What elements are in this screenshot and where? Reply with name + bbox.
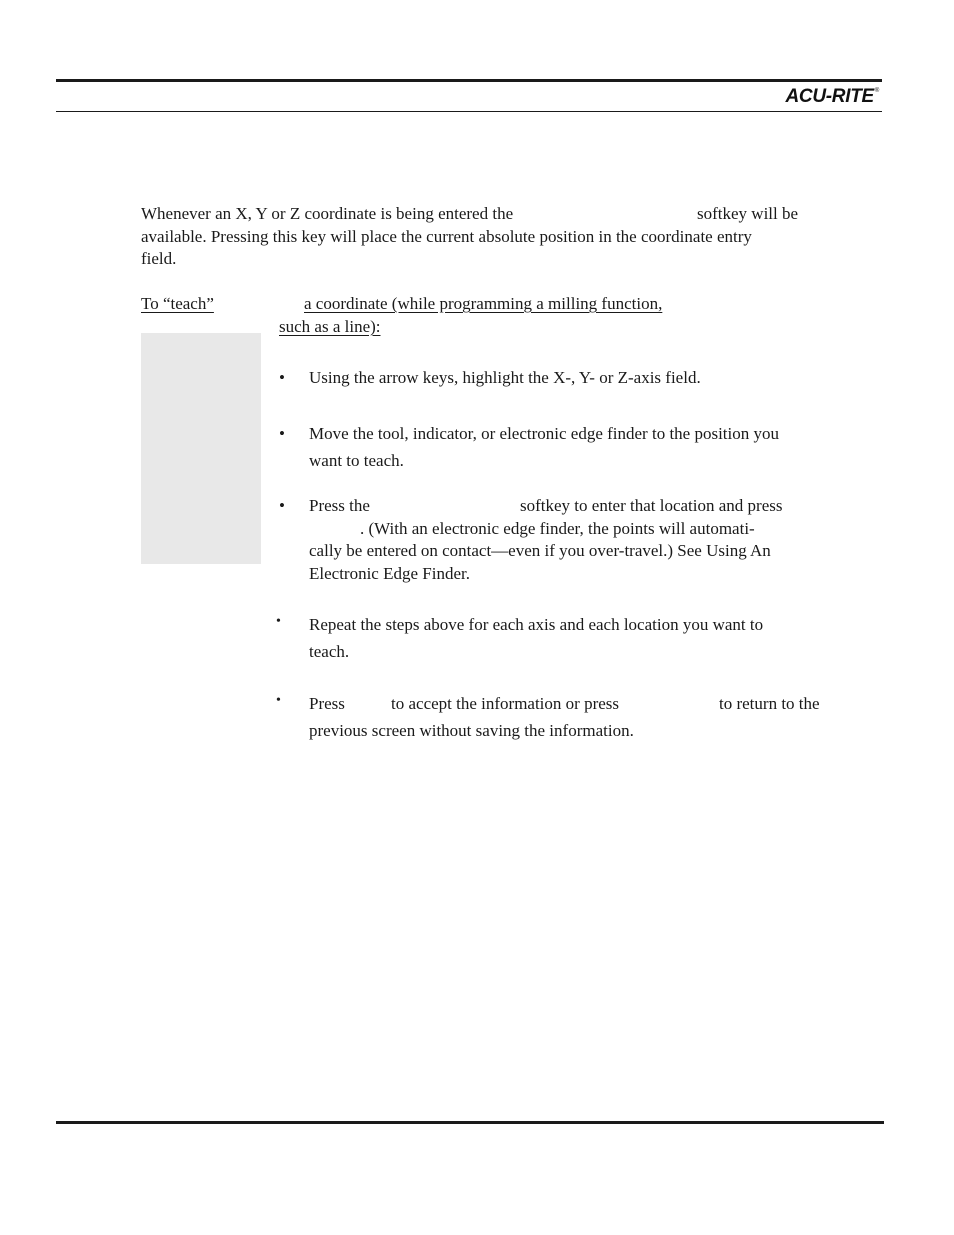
step-3-line-1b: softkey to enter that location and press xyxy=(520,496,783,515)
intro-line-1a: Whenever an X, Y or Z coordinate is being entered the xyxy=(141,204,514,223)
step-3-line-3: cally be entered on contact—even if you over-travel.) See Using An xyxy=(309,541,771,560)
brand-name: ACU-RITE xyxy=(785,86,874,107)
step-3-line-2: . (With an electronic edge finder, the points will automati- xyxy=(360,519,755,538)
step-4-line-1: Repeat the steps above for each axis and each location you want to xyxy=(309,615,764,634)
sidebar-box xyxy=(141,333,261,564)
step-5-line-1c: to return to the xyxy=(719,694,820,713)
intro-line-1b: softkey will be xyxy=(697,204,799,223)
step-4-line-2: teach. xyxy=(309,642,350,661)
header-bottom-rule xyxy=(56,111,882,112)
step-5-bullet: • xyxy=(276,693,281,708)
step-1-line-1: Using the arrow keys, highlight the X-, Y- or Z-axis field. xyxy=(309,368,701,387)
brand-logo xyxy=(786,86,880,108)
procedure-heading-a: To “teach” xyxy=(141,294,214,313)
intro-line-2: available. Pressing this key will place the current absolute position in the coordinate entry xyxy=(141,227,752,246)
step-2-line-1: Move the tool, indicator, or electronic edge finder to the position you xyxy=(309,424,779,443)
step-5-line-1a: Press xyxy=(309,694,345,713)
step-2-line-2: want to teach. xyxy=(309,451,404,470)
step-2-bullet: • xyxy=(279,424,285,443)
step-5-line-2: previous screen without saving the information. xyxy=(309,721,634,740)
step-4-bullet: • xyxy=(276,614,281,629)
step-3-bullet: • xyxy=(279,496,285,515)
step-3-line-1a: Press the xyxy=(309,496,370,515)
step-5-line-1b: to accept the information or press xyxy=(391,694,620,713)
footer-rule xyxy=(56,1121,884,1124)
intro-line-3: field. xyxy=(141,249,177,268)
procedure-heading-b: a coordinate (while programming a milling function, xyxy=(304,294,663,313)
header-top-rule xyxy=(56,79,882,82)
registered-mark: ® xyxy=(874,88,879,94)
step-1-bullet: • xyxy=(279,368,285,387)
procedure-heading-c: such as a line): xyxy=(279,317,381,336)
step-3-line-4: Electronic Edge Finder. xyxy=(309,564,470,583)
